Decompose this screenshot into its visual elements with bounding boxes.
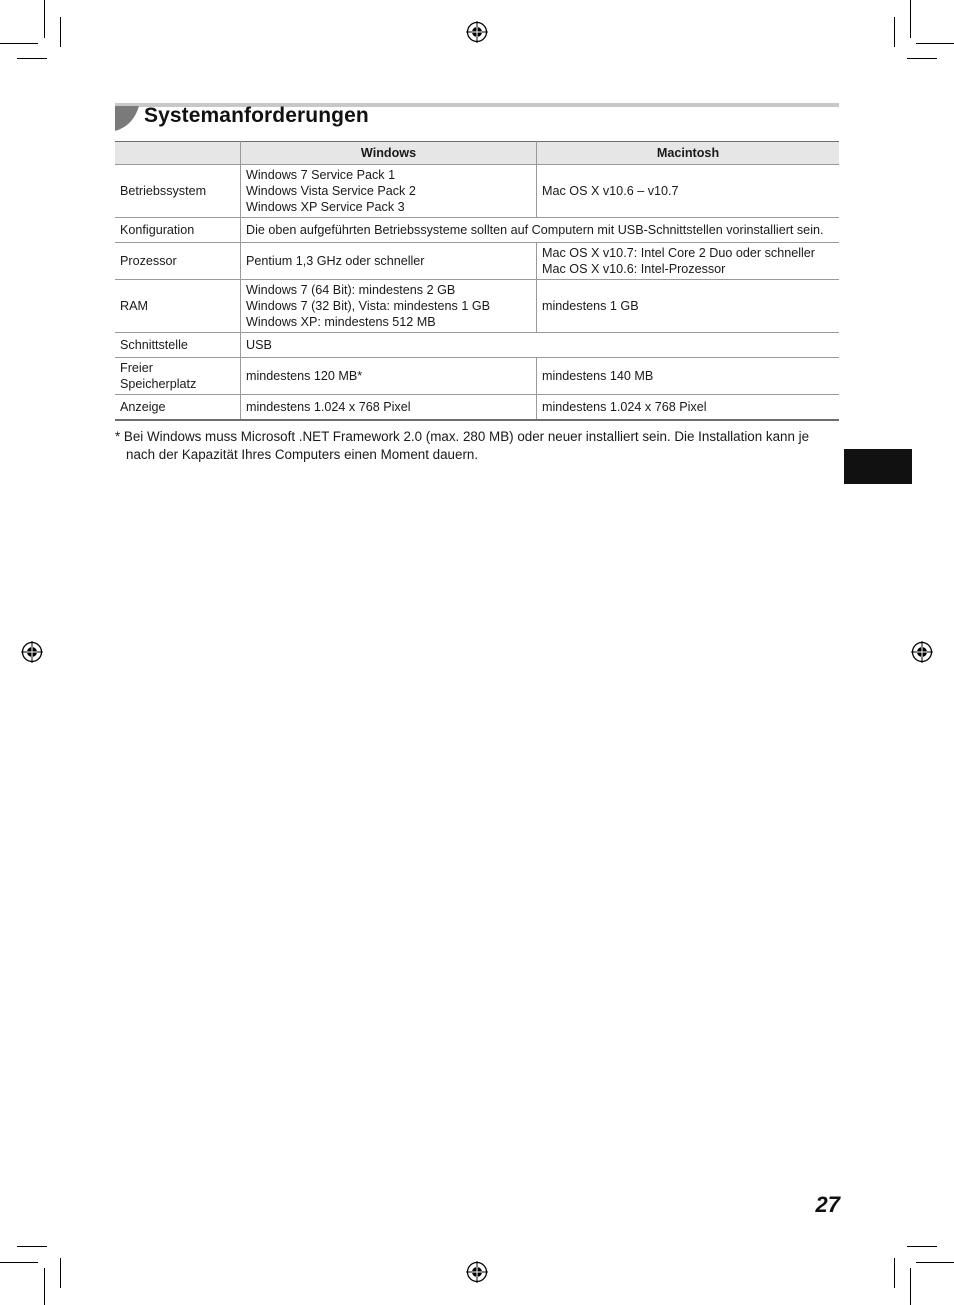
mac-cell [537,395,840,420]
crop-mark [910,0,911,38]
spanning-cell: USB [241,333,840,358]
windows-cell [241,395,537,420]
row-label: RAM [115,280,241,333]
footnote-line: nach der Kapazität Ihres Computers einen Moment dauern. [126,447,479,462]
crop-mark [0,1262,38,1263]
page-title: Systemanforderungen [144,104,369,127]
footnote [115,428,841,464]
table-row [115,218,839,243]
table-row [115,358,839,395]
cell-line: Windows Vista Service Pack 2 [246,184,416,198]
cell-line: mindestens 1 GB [542,299,639,313]
page-number: 27 [815,1192,840,1217]
crop-mark [17,58,47,59]
windows-cell [241,243,537,280]
table-row [115,333,839,358]
cell-line: Windows 7 (32 Bit), Vista: mindestens 1 GB [246,299,491,313]
spanning-cell: Die oben aufgeführten Betriebssysteme sollten auf Computern mit USB-Schnittstellen vorinstalliert sein. [241,218,840,243]
table-row [115,280,839,333]
header-windows: Windows [241,142,537,165]
cell-line: Mac OS X v10.7: Intel Core 2 Duo oder schneller [542,246,815,260]
crop-mark [894,1258,895,1288]
table-header-row [115,142,839,165]
table-row [115,243,839,280]
section-marker-icon [115,106,139,131]
crop-mark [60,1258,61,1288]
crop-mark [894,17,895,47]
row-label: Betriebssystem [115,165,241,218]
mac-cell [537,280,840,333]
header-macintosh: Macintosh [537,142,840,165]
cell-line: Speicherplatz [120,377,197,391]
chapter-tab [844,449,912,484]
crop-mark [44,1268,45,1305]
registration-mark-icon [466,1261,488,1283]
mac-cell [537,165,840,218]
header-empty [115,142,241,165]
row-label: Prozessor [115,243,241,280]
cell-line: Mac OS X v10.6: Intel-Prozessor [542,262,726,276]
cell-line: Mac OS X v10.6 – v10.7 [542,184,679,198]
cell-line: mindestens 140 MB [542,369,654,383]
windows-cell [241,165,537,218]
cell-line: mindestens 1.024 x 768 Pixel [542,399,707,414]
table-row [115,395,839,420]
crop-mark [907,1246,937,1247]
crop-mark [60,17,61,47]
requirements-table [115,141,839,421]
crop-mark [916,43,954,44]
windows-cell [241,280,537,333]
registration-mark-icon [466,21,488,43]
cell-line: mindestens 120 MB* [246,369,363,383]
crop-mark [910,1268,911,1305]
cell-line: Windows 7 Service Pack 1 [246,168,396,182]
cell-line: Windows XP: mindestens 512 MB [246,315,436,329]
crop-mark [44,0,45,38]
mac-cell [537,243,840,280]
crop-mark [916,1262,954,1263]
row-label [115,358,241,395]
row-label: Konfiguration [115,218,241,243]
footnote-line: * Bei Windows muss Microsoft .NET Framework 2.0 (max. 280 MB) oder neuer installiert sein. Die Installation kann je [115,429,810,444]
crop-mark [0,43,38,44]
cell-line: mindestens 1.024 x 768 Pixel [246,399,411,414]
cell-line: Windows XP Service Pack 3 [246,200,405,214]
cell-line: Freier [120,361,153,375]
table-row [115,165,839,218]
mac-cell [537,358,840,395]
row-label: Anzeige [115,395,241,420]
windows-cell [241,358,537,395]
registration-mark-icon [911,641,933,663]
crop-mark [907,58,937,59]
registration-mark-icon [21,641,43,663]
row-label: Schnittstelle [115,333,241,358]
crop-mark [17,1246,47,1247]
cell-line: Pentium 1,3 GHz oder schneller [246,254,425,268]
cell-line: Windows 7 (64 Bit): mindestens 2 GB [246,283,456,297]
